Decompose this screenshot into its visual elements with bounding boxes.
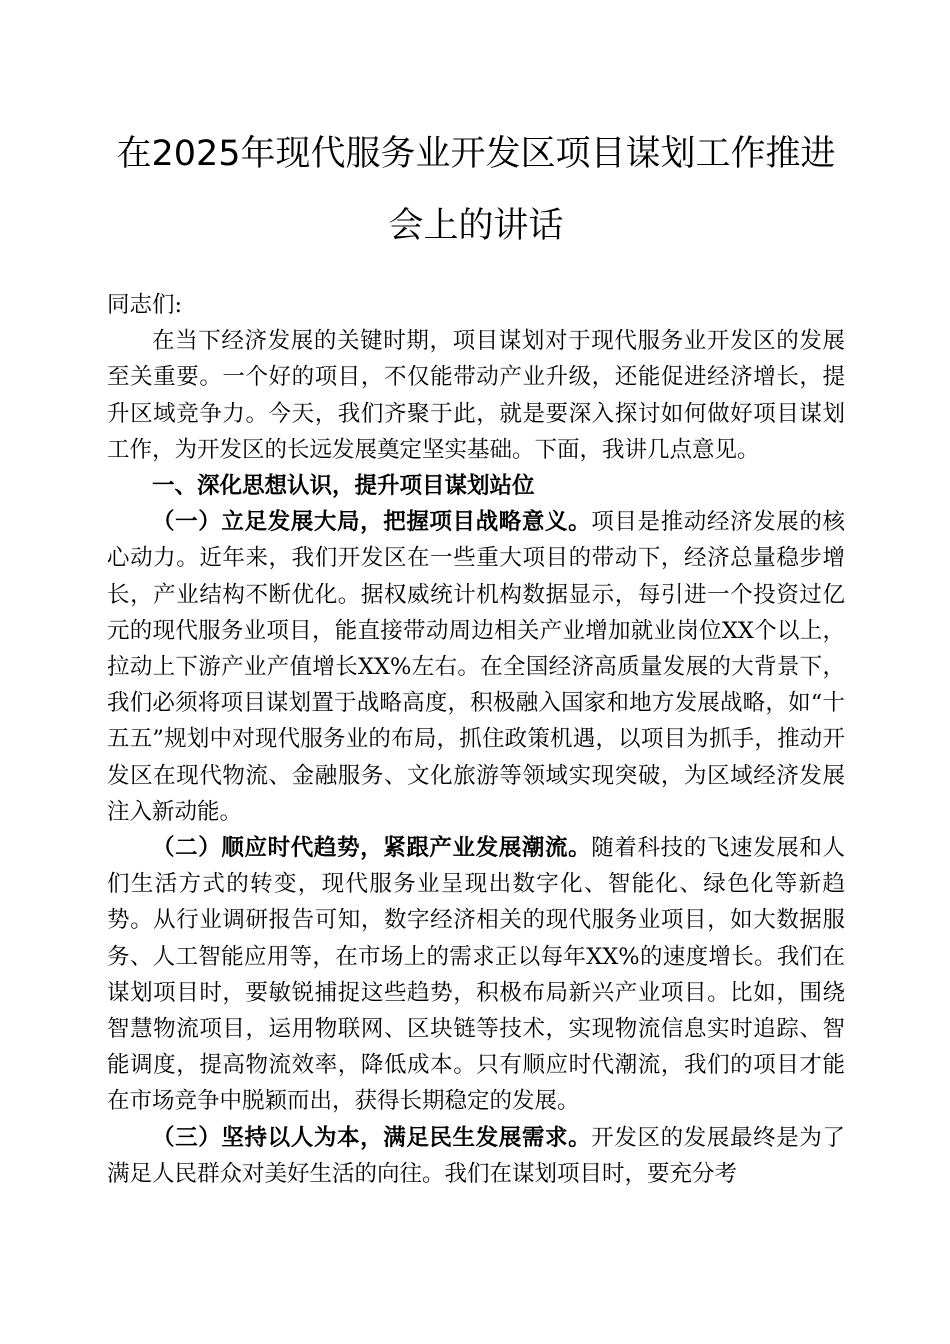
title-line-1: 在2025年现代服务业开发区项目谋划工作推进 bbox=[116, 134, 836, 174]
document-body bbox=[107, 287, 845, 1192]
document-page bbox=[107, 118, 845, 1192]
paragraph-1-text: 项目是推动经济发展的核心动力。近年来，我们开发区在一些重大项目的带动下，经济总量稳步增长，产业结构不断优化。据权威统计机构数据显示，每引进一个投资过亿元的现代服务业项目，能直接带动周边相关产业增加就业岗位XX个以上，拉动上下游产业产值增长XX%左右。在全国经济高质量发展的大背景下，我们必须将项目谋划置于战略高度，积极融入国家和地方发展战略，如“十五五”规划中对现代服务业的布局，抓住政策机遇，以项目为抓手，推动开发区在现代物流、金融服务、文化旅游等领域实现突破，为区域经济发展注入新动能。 bbox=[107, 509, 845, 825]
section-heading-1: 一、深化思想认识，提升项目谋划站位 bbox=[152, 473, 535, 500]
paragraph-3 bbox=[107, 1120, 845, 1192]
paragraph-2-lead: （二）顺应时代趋势，紧跟产业发展潮流。 bbox=[152, 835, 592, 862]
paragraph-1 bbox=[107, 504, 845, 830]
paragraph-2 bbox=[107, 830, 845, 1120]
greeting: 同志们: bbox=[107, 292, 183, 318]
paragraph-2-text: 随着科技的飞速发展和人们生活方式的转变，现代服务业呈现出数字化、智能化、绿色化等新趋势。从行业调研报告可知，数字经济相关的现代服务业项目，如大数据服务、人工智能应用等，在市场上的需求正以每年XX%的速度增长。我们在谋划项目时，要敏锐捕捉这些趋势，积极布局新兴产业项目。比如，围绕智慧物流项目，运用物联网、区块链等技术，实现物流信息实时追踪、智能调度，提高物流效率，降低成本。只有顺应时代潮流，我们的项目才能在市场竞争中脱颖而出，获得长期稳定的发展。 bbox=[107, 835, 845, 1115]
paragraph-3-text: 开发区的发展最终是为了满足人民群众对美好生活的向往。我们在谋划项目时，要充分考 bbox=[107, 1124, 845, 1187]
document-title bbox=[107, 118, 845, 262]
paragraph-1-lead: （一）立足发展大局，把握项目战略意义。 bbox=[152, 509, 592, 536]
paragraph-3-lead: （三）坚持以人为本，满足民生发展需求。 bbox=[152, 1124, 592, 1151]
intro-paragraph: 在当下经济发展的关键时期，项目谋划对于现代服务业开发区的发展至关重要。一个好的项目，不仅能带动产业升级，还能促进经济增长，提升区域竞争力。今天，我们齐聚于此，就是要深入探讨如何做好项目谋划工作，为开发区的长远发展奠定坚实基础。下面，我讲几点意见。 bbox=[107, 328, 845, 463]
title-line-2: 会上的讲话 bbox=[388, 206, 564, 246]
